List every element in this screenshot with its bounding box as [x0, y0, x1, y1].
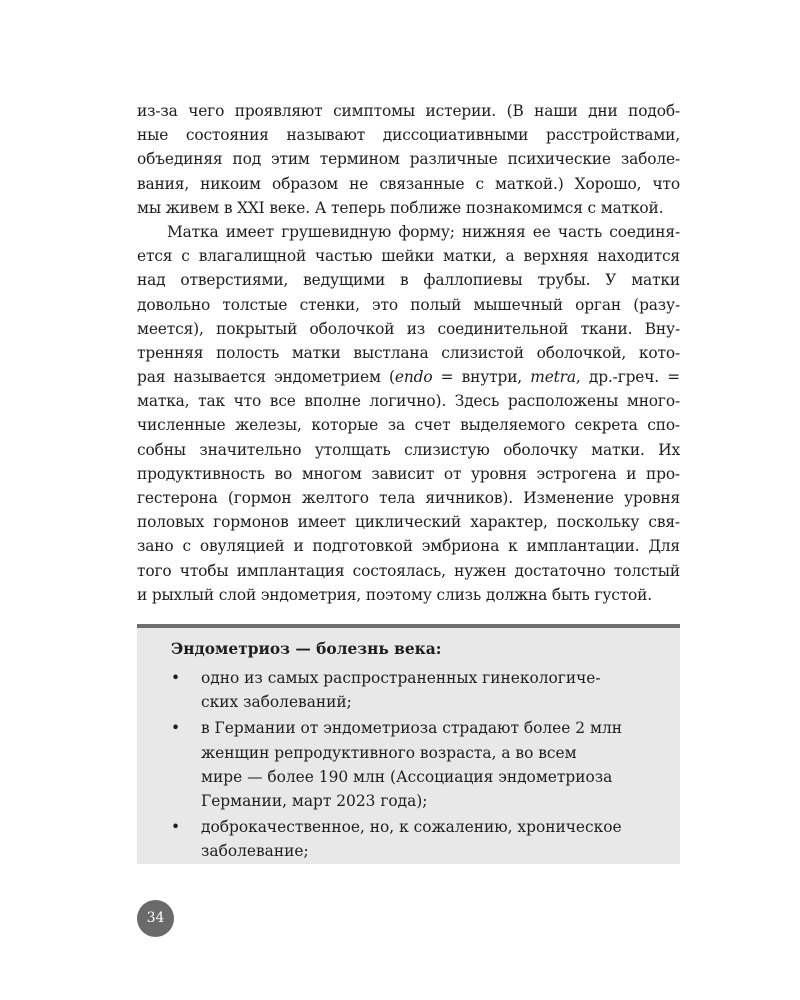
bullet-list: [171, 666, 653, 866]
bullet-icon: •: [171, 669, 181, 687]
bullet-line: доброкачественное, но, к сожалению, хроническое: [201, 818, 622, 837]
text-line: ется с влагалищной частью шейки матки, а верхняя находится: [137, 247, 680, 266]
text-fragment: = внутри,: [432, 368, 531, 387]
bullet-line: заболевание;: [201, 842, 309, 861]
bullet-item: [171, 666, 653, 714]
text-line: и рыхлый слой эндометрия, поэтому слизь должна быть густой.: [137, 585, 653, 604]
bullet-line: мире — более 190 млн (Ассоциация эндометриоза: [201, 767, 613, 786]
term-metra: metra: [530, 368, 576, 387]
bullet-line: одно из самых распространенных гинекологиче-: [201, 669, 601, 687]
text-line: над отверстиями, ведущими в фаллопиевы трубы. У матки: [137, 271, 680, 290]
text-line: зано с овуляцией и подготовкой эмбриона к имплантации. Для: [137, 537, 680, 556]
page-number-badge: 34: [137, 900, 174, 937]
text-line-with-terms: [137, 365, 680, 389]
text-line: довольно толстые стенки, это полый мышечный орган (разу-: [137, 295, 680, 314]
bullet-line: женщин репродуктивного возраста, а во всем: [201, 743, 577, 762]
text-line: мы живем в XXI веке. А теперь поближе познакомимся с маткой.: [137, 198, 664, 217]
text-line: меется), покрытый оболочкой из соединительной ткани. Вну-: [137, 319, 680, 338]
bullet-item: [171, 815, 653, 863]
text-line: половых гормонов имеет циклический характер, поскольку свя-: [137, 513, 680, 532]
info-box: [137, 624, 680, 864]
bullet-icon: •: [171, 719, 181, 738]
text-line: тренняя полость матки выстлана слизистой оболочкой, кото-: [137, 343, 680, 362]
bullet-line: в Германии от эндометриоза страдают более 2 млн: [201, 719, 622, 738]
text-line: ные состояния называют диссоциативными расстройствами,: [137, 126, 680, 145]
text-line: собны значительно утолщать слизистую оболочку матки. Их: [137, 440, 680, 459]
text-line: из-за чего проявляют симптомы истерии. (В наши дни подоб-: [137, 102, 680, 120]
text-line: объединяя под этим термином различные психические заболе-: [137, 150, 680, 169]
text-line: продуктивность во многом зависит от уровня эстрогена и про-: [137, 464, 680, 483]
text-line: численные железы, которые за счет выделяемого секрета спо-: [137, 416, 680, 435]
text-fragment: рая называется эндометрием (: [137, 368, 395, 387]
bullet-item: [171, 716, 653, 813]
text-fragment: , др.-греч. =: [575, 368, 680, 387]
bullet-line: ских заболеваний;: [201, 693, 352, 712]
text-line: матка, так что все вполне логично). Здесь расположены много-: [137, 392, 680, 411]
text-line: Матка имеет грушевидную форму; нижняя ее часть соединя-: [167, 222, 680, 241]
text-line: вания, никоим образом не связанные с маткой.) Хорошо, что: [137, 174, 680, 193]
body-text: [137, 99, 680, 607]
bullet-icon: •: [171, 818, 181, 837]
term-endo: endo: [394, 368, 433, 387]
text-line: того чтобы имплантация состоялась, нужен достаточно толстый: [137, 561, 680, 580]
info-box-title: Эндометриоз — болезнь века:: [171, 640, 442, 658]
text-line: гестерона (гормон желтого тела яичников). Изменение уровня: [137, 489, 680, 507]
bullet-line: Германии, март 2023 года);: [201, 792, 428, 811]
